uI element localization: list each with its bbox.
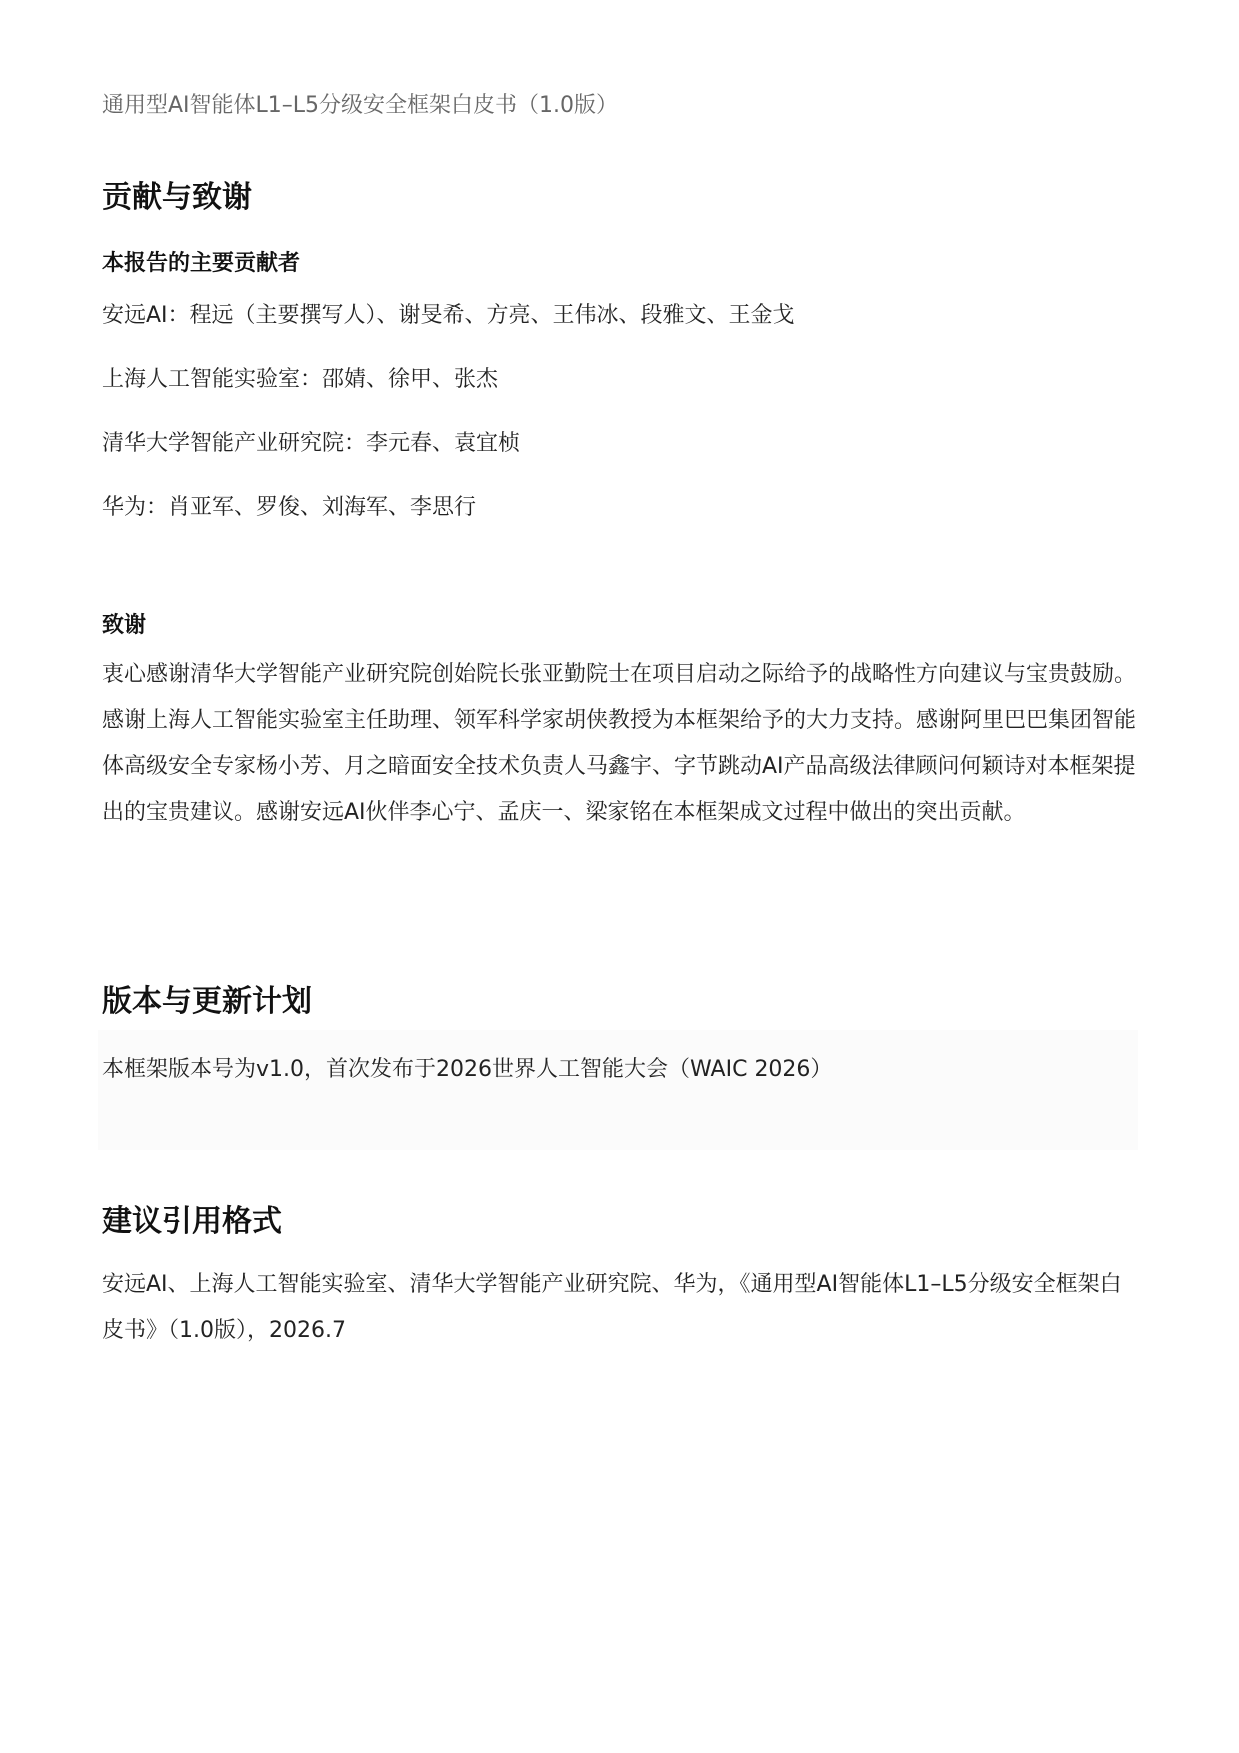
contributor-line-huawei: 华为：肖亚军、罗俊、刘海军、李思行: [102, 495, 477, 520]
contributor-line-tsinghua-air: 清华大学智能产业研究院：李元春、袁宜桢: [102, 431, 521, 456]
citation-section-title: 建议引用格式: [102, 1204, 282, 1239]
running-header: 通用型AI智能体L1–L5分级安全框架白皮书（1.0版）: [102, 93, 619, 118]
acknowledgements-title: 致谢: [102, 613, 147, 638]
version-note-text: 本框架版本号为v1.0，首次发布于2026世界人工智能大会（WAIC 2026）: [102, 1057, 833, 1082]
citation-text: 安远AI、上海人工智能实验室、清华大学智能产业研究院、华为，《通用型AI智能体L1–L5分级安全框架白皮书》（1.0版），2026.7: [102, 1272, 1122, 1343]
contributor-line-shanghai-ai-lab: 上海人工智能实验室：邵婧、徐甲、张杰: [102, 367, 499, 392]
version-note-background: [98, 1030, 1138, 1150]
contributor-line-anyuan: 安远AI：程远（主要撰写人）、谢旻希、方亮、王伟冰、段雅文、王金戈: [102, 303, 795, 328]
main-contributors-subtitle: 本报告的主要贡献者: [102, 251, 301, 276]
contributors-section-title: 贡献与致谢: [102, 180, 252, 215]
version-section-title: 版本与更新计划: [102, 984, 312, 1019]
acknowledgements-paragraph: 衷心感谢清华大学智能产业研究院创始院长张亚勤院士在项目启动之际给予的战略性方向建议与宝贵鼓励。感谢上海人工智能实验室主任助理、领军科学家胡侠教授为本框架给予的大力支持。感谢阿里巴巴集团智能体高级安全专家杨小芳、月之暗面安全技术负责人马鑫宇、字节跳动AI产品高级法律顾问何颖诗对本框架提出的宝贵建议。感谢安远AI伙伴李心宁、孟庆一、梁家铭在本框架成文过程中做出的突出贡献。: [102, 662, 1137, 825]
